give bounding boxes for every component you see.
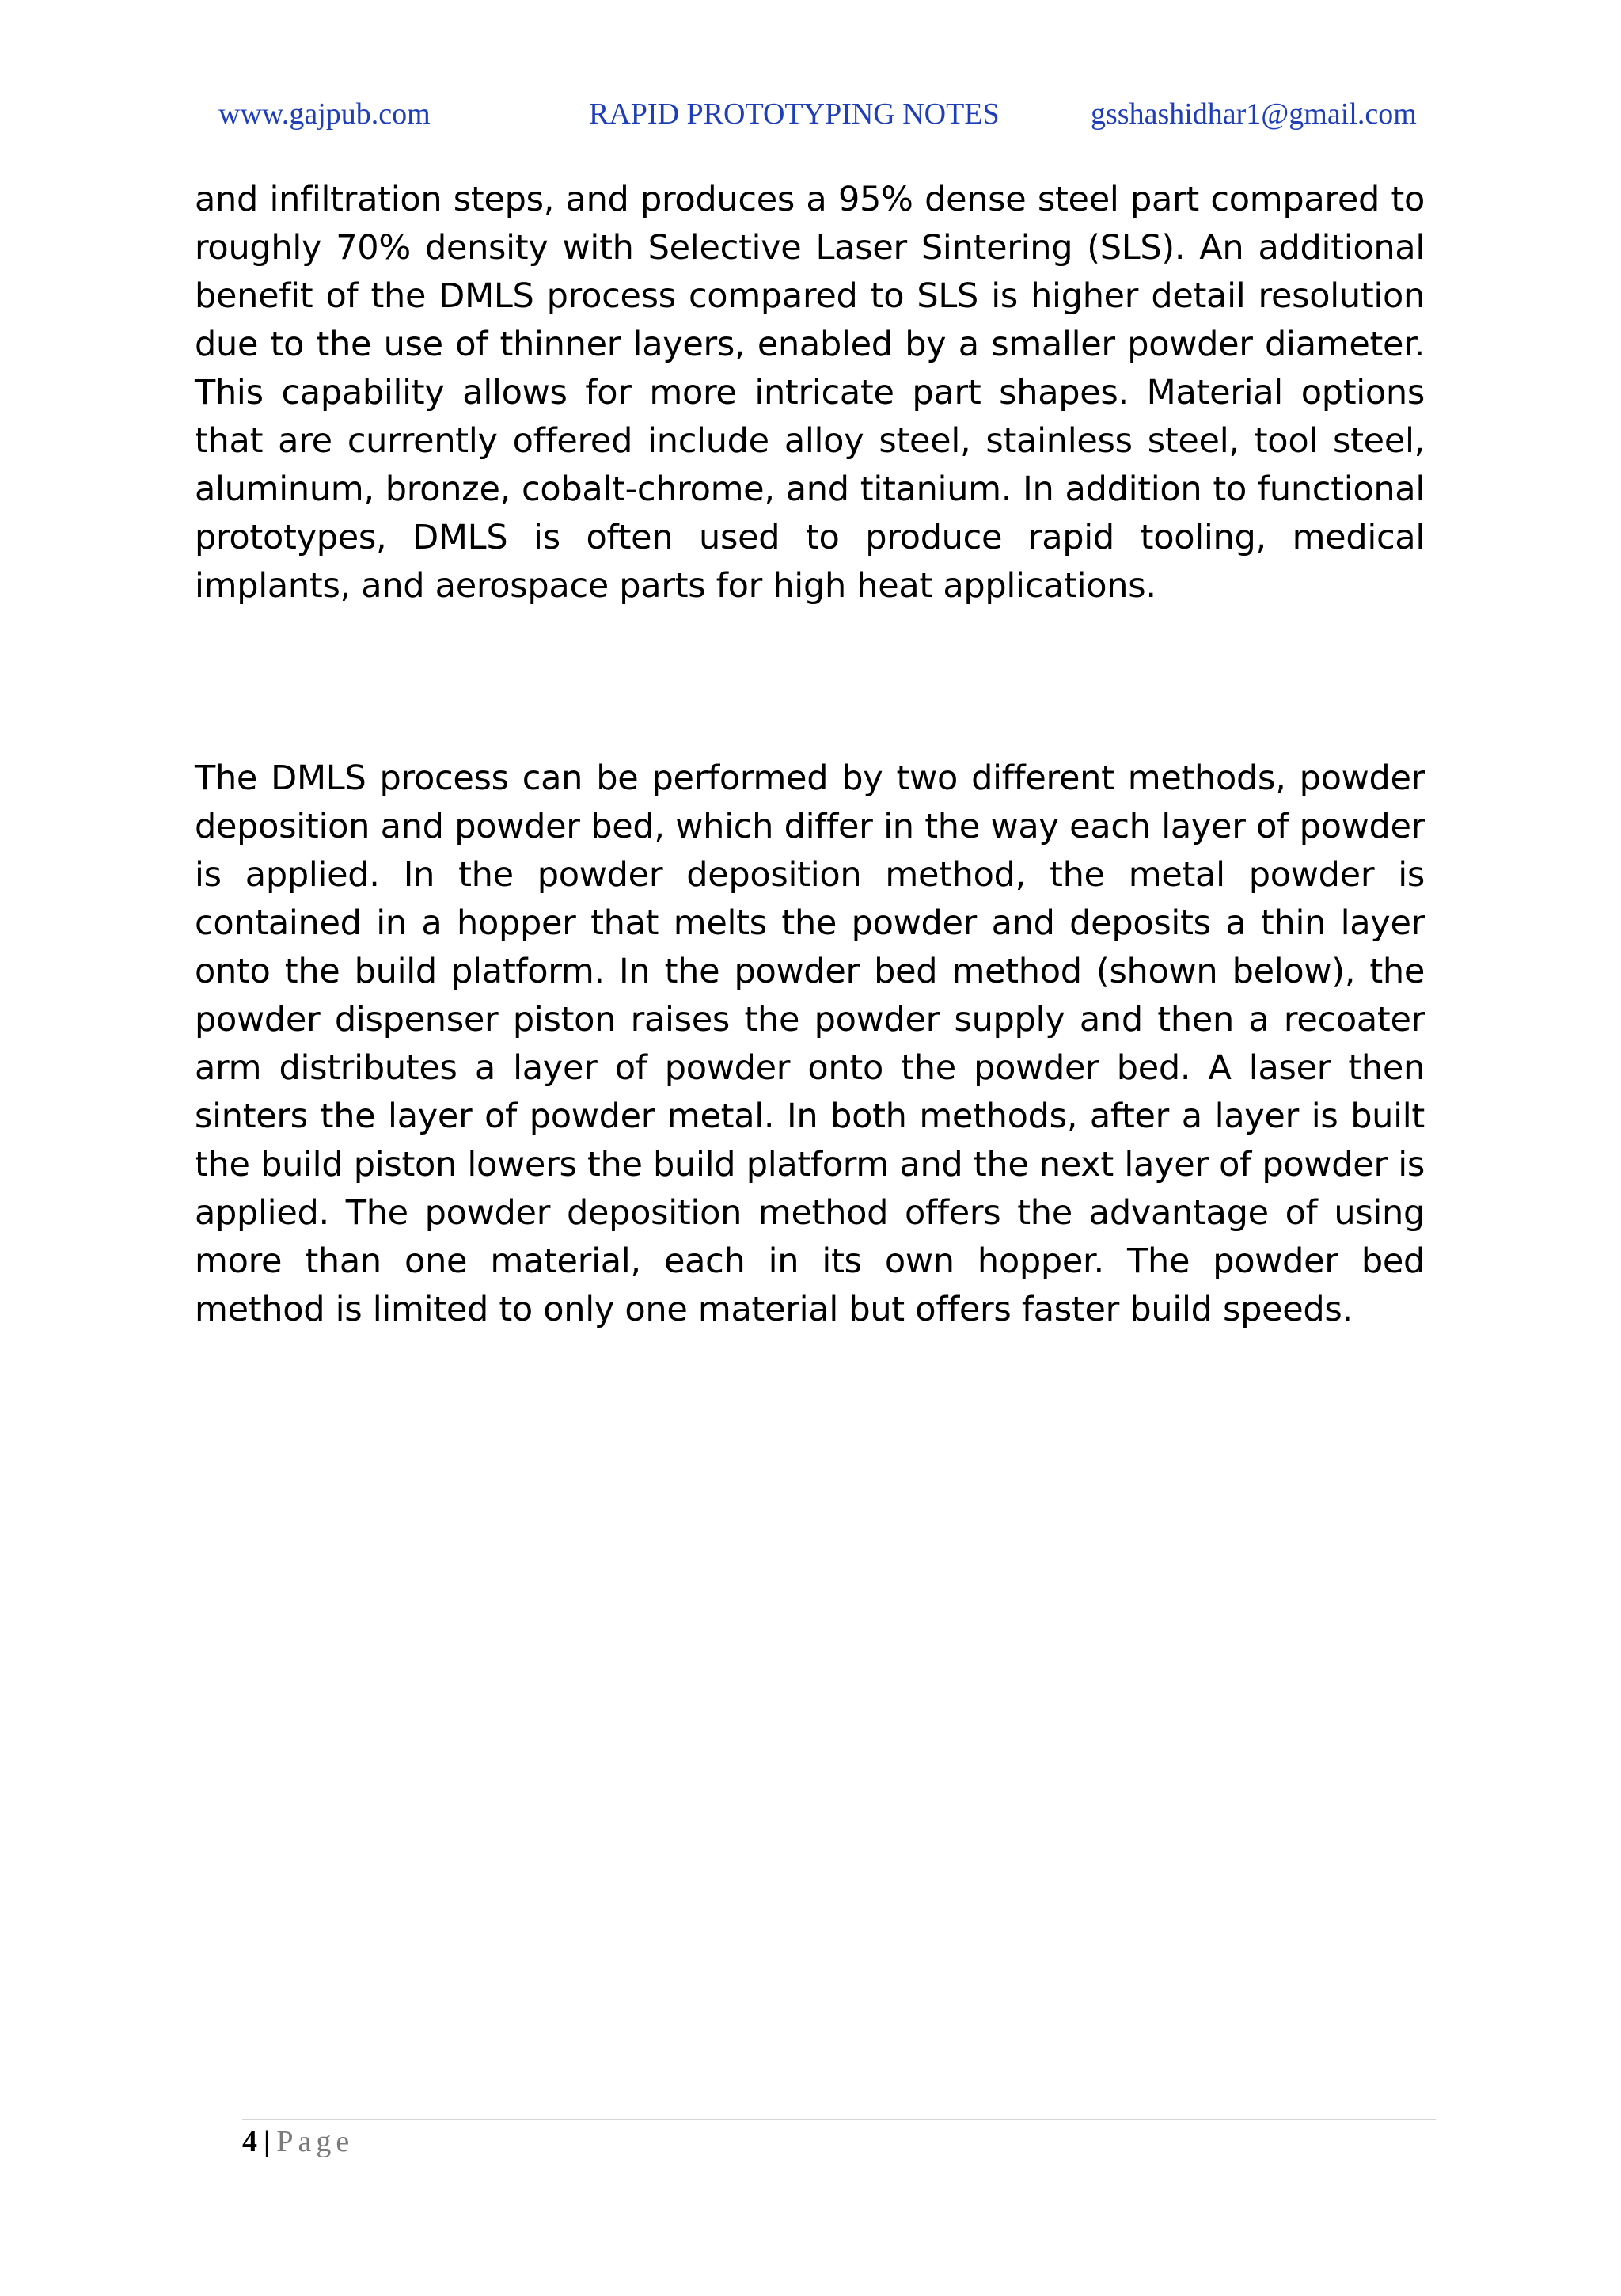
paragraph-dmls-benefits: and infiltration steps, and produces a 95% dense steel part compared to roughly 70% density with Selective Laser Sintering (SLS). An additional benefit of the DMLS process compared to SLS is higher detail resolution due to the use of thinner layers, enabled by a smaller powder diameter. This capability allows for more intricate part shapes. Material options that are currently offered include alloy steel, stainless steel, tool steel, aluminum, bronze, cobalt-chrome, and titanium. In addition to functional prototypes, DMLS is often used to produce rapid tooling, medical implants, and aerospace parts for high heat applications. xyxy=(195,180,1425,606)
footer-separator: | xyxy=(264,2125,271,2158)
page-label: Page xyxy=(276,2125,355,2158)
page-footer xyxy=(242,2122,354,2161)
page-number: 4 xyxy=(242,2125,257,2158)
paragraph-dmls-methods: The DMLS process can be performed by two different methods, powder deposition and powder bed, which differ in the way each layer of powder is applied. In the powder deposition method, the metal powder is contained in a hopper that melts the powder and deposits a thin layer onto the build platform. In the powder bed method (shown below), the powder dispenser piston raises the powder supply and then a recoater arm distributes a layer of powder onto the powder bed. A laser then sinters the layer of powder metal. In both methods, after a layer is built the build piston lowers the build platform and the next layer of powder is applied. The powder deposition method offers the advantage of using more than one material, each in its own hopper. The powder bed method is limited to only one material but offers faster build speeds. xyxy=(195,758,1425,1329)
page-header xyxy=(0,97,1621,136)
footer-divider xyxy=(242,2119,1436,2120)
header-website: www.gajpub.com xyxy=(218,97,431,131)
header-email: gsshashidhar1@gmail.com xyxy=(1091,97,1417,131)
header-title: RAPID PROTOTYPING NOTES xyxy=(589,97,1000,131)
